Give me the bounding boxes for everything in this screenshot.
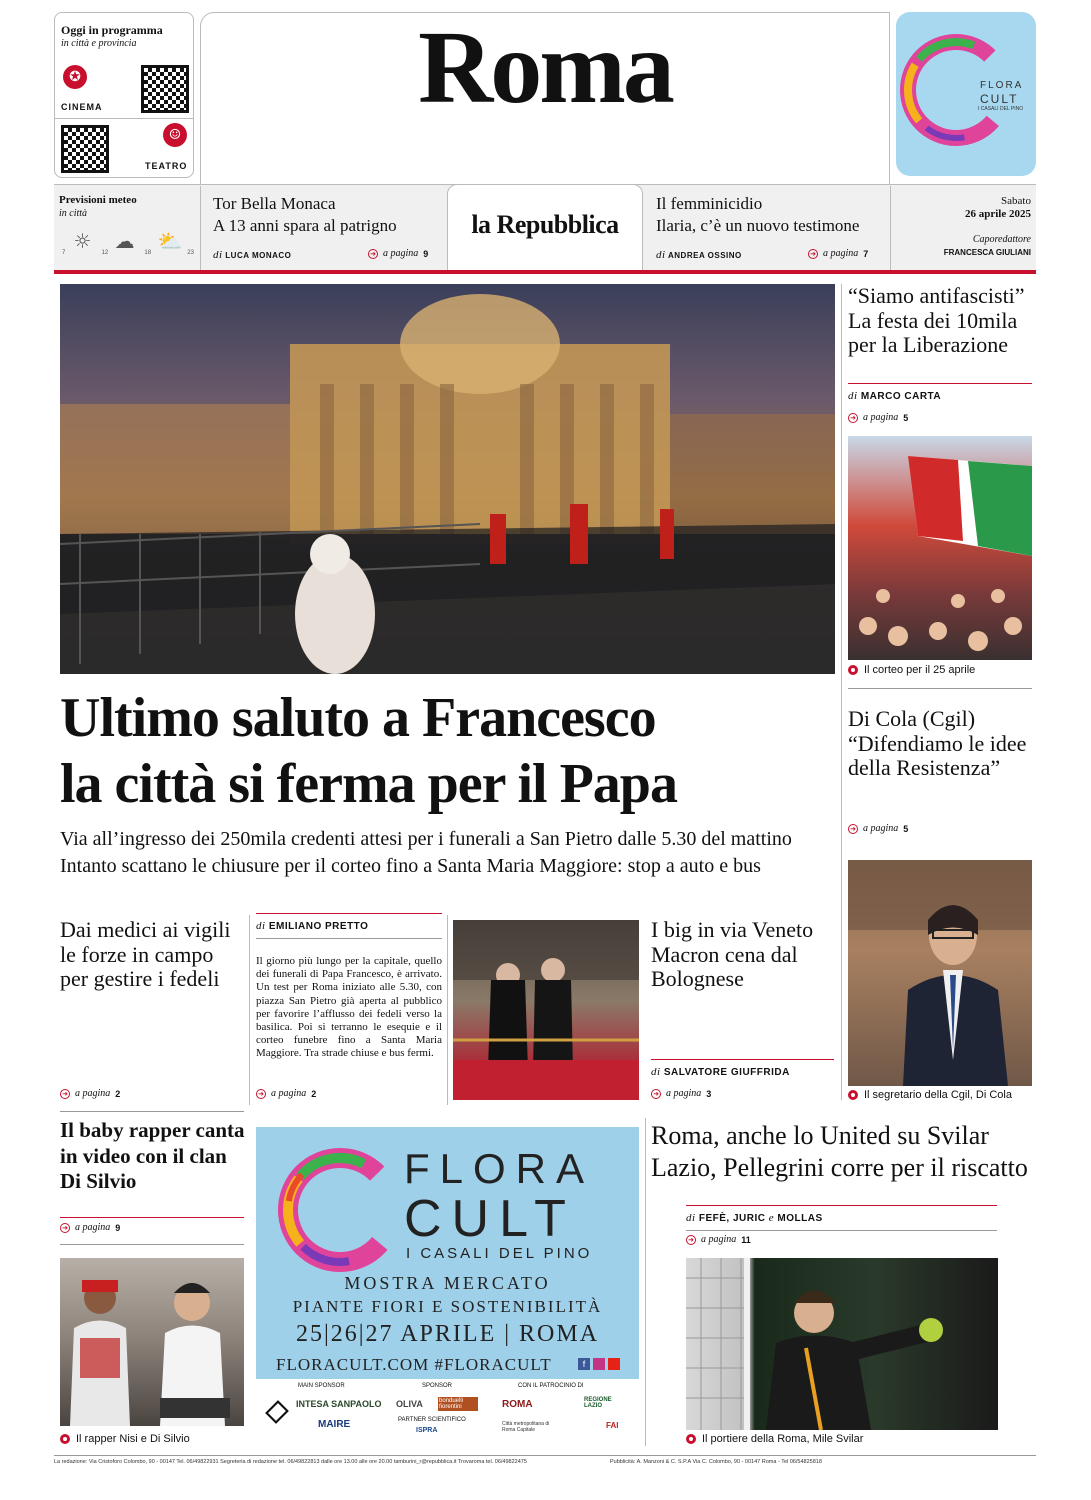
- row2-col3-pageref[interactable]: ➜ a pagina 3: [651, 1088, 711, 1099]
- caption-dot-icon: [60, 1434, 70, 1444]
- teaser2-headline[interactable]: Ilaria, c’è un nuovo testimone: [656, 216, 860, 235]
- portrait-illustration: [848, 860, 1032, 1086]
- ad-mostra: MOSTRA MERCATO: [344, 1273, 551, 1293]
- teaser2-kicker[interactable]: Il femminicidio: [656, 194, 763, 213]
- ad-logo-cittametro: Città metropolitana di Roma Capitale: [502, 1421, 550, 1433]
- divider: [55, 118, 193, 119]
- macron-photo[interactable]: [453, 920, 639, 1100]
- ad-casali: I CASALI DEL PINO: [406, 1245, 593, 1262]
- teatro-label: TEATRO: [145, 161, 188, 171]
- flora-badge-line3: I CASALI DEL PINO: [978, 106, 1024, 112]
- ad-logo-lazio: REGIONE LAZIO: [584, 1397, 612, 1409]
- sidebar-story1-byline: di MARCO CARTA: [848, 390, 942, 402]
- rapper-pageref[interactable]: ➜ a pagina 9: [60, 1222, 120, 1233]
- rapper-photo[interactable]: [60, 1258, 244, 1426]
- floracult-ad[interactable]: [256, 1127, 639, 1444]
- teaser1-headline[interactable]: A 13 anni spara al patrigno: [213, 216, 397, 235]
- today-subtitle: in città e provincia: [61, 38, 137, 49]
- ad-logo-bonduelli: bonduelli fiorentini: [438, 1397, 478, 1411]
- editor-label: Caporedattore: [972, 234, 1031, 245]
- sidebar-story2-headline[interactable]: Di Cola (Cgil) “Difendiamo le idee della Resistenza”: [848, 706, 1027, 781]
- ad-logo-roma: ROMA: [502, 1399, 533, 1410]
- social-icons: [578, 1358, 620, 1370]
- ad-dates: 25|26|27 APRILE | ROMA: [295, 1321, 600, 1347]
- flora-badge-line2: CULT: [980, 92, 1019, 106]
- partly-cloudy-icon: ⛅: [157, 229, 183, 253]
- teatro-icon: ☺: [163, 123, 187, 147]
- row2-col1-pageref[interactable]: ➜ a pagina 2: [60, 1088, 120, 1099]
- cloud-icon: ☁: [114, 229, 135, 253]
- flora-badge-line1: FLORA: [980, 80, 1024, 91]
- teaser1-byline: di LUCA MONACO: [213, 249, 292, 261]
- date-day: Sabato: [1001, 195, 1031, 207]
- svilar-photo[interactable]: [686, 1258, 998, 1430]
- row2-col2-pageref[interactable]: ➜ a pagina 2: [256, 1088, 316, 1099]
- qr-teatro-icon[interactable]: [61, 125, 109, 173]
- basilica-illustration: [60, 284, 835, 674]
- row2-col2-byline: di EMILIANO PRETTO: [256, 920, 369, 932]
- date-date: 26 aprile 2025: [965, 208, 1031, 220]
- ad-web[interactable]: FLORACULT.COM #FLORACULT: [276, 1355, 552, 1374]
- lead-photo[interactable]: [60, 284, 835, 674]
- youtube-icon[interactable]: [608, 1358, 620, 1370]
- cinema-label: CINEMA: [61, 102, 103, 112]
- facebook-icon[interactable]: f: [578, 1358, 590, 1370]
- lead-headline-1[interactable]: Ultimo saluto a Francesco: [60, 687, 656, 749]
- macron-illustration: [453, 920, 639, 1100]
- ad-piante: PIANTE FIORI E SOSTENIBILITÀ: [292, 1297, 603, 1316]
- teaser2-pageref[interactable]: ➜ a pagina 7: [808, 248, 868, 259]
- ad-logo-maire: MAIRE: [318, 1419, 351, 1430]
- ad-main-sponsor-label: MAIN SPONSOR: [298, 1383, 345, 1389]
- meteo-title: Previsioni meteo: [59, 194, 137, 206]
- rapper-illustration: [60, 1258, 244, 1426]
- footer-left: La redazione: Via Cristoforo Colombo, 90 - 00147 Tel. 06/49822931 Segreteria di redazione tel. 06/49822813 dalle ore 13.00 alle ore 20.00 tamburini_r@repubblica.it Trovaroma tel. 06/49822475: [54, 1459, 527, 1465]
- flora-wreath-icon: [270, 1135, 410, 1285]
- dicola-caption: Il segretario della Cgil, Di Cola: [848, 1089, 1012, 1101]
- caption-dot-icon: [686, 1434, 696, 1444]
- sun-icon: ☼: [73, 229, 92, 253]
- lead-deck-1: Via all’ingresso dei 250mila credenti attesi per i funerali a San Pietro dalle 5.30 del mattino: [60, 828, 792, 850]
- footer-rule: [54, 1455, 1036, 1456]
- row2-col2-body: Il giorno più lungo per la capitale, quello dei funerali di Papa Francesco, è arrivato. Un test per Roma iniziato alle 5.30, con piazza San Pietro già aperta al pubblico per favorire l’afflusso dei fedeli verso la basilica. Poi si terranno le esequie e il corteo funebre fino a Santa Maria Maggiore. Tra strade chiuse e bus fermi.: [256, 955, 442, 1060]
- meteo-temps: 7 12 18 23: [62, 250, 194, 256]
- flag-illustration: [848, 436, 1032, 660]
- sidebar-story1-pageref[interactable]: ➜ a pagina 5: [848, 412, 908, 423]
- ad-patrocinio-label: CON IL PATROCINIO DI: [518, 1383, 584, 1389]
- ad-logo-ispra: ISPRA: [416, 1427, 438, 1434]
- ad-sponsor-label: SPONSOR: [422, 1383, 453, 1389]
- row2-col3-headline[interactable]: I big in via Veneto Macron cena dal Bolognese: [651, 917, 814, 992]
- instagram-icon[interactable]: [593, 1358, 605, 1370]
- teaser1-pageref[interactable]: ➜ a pagina 9: [368, 248, 428, 259]
- ad-logo-oliva: OLIVA: [396, 1399, 423, 1409]
- sport-byline: di FEFÈ, JURIC e MOLLAS: [686, 1212, 823, 1224]
- row2-col1-headline[interactable]: Dai medici ai vigili le forze in campo per gestire i fedeli: [60, 917, 231, 992]
- march-photo[interactable]: [848, 436, 1032, 660]
- sport-headline[interactable]: Roma, anche lo United su Svilar Lazio, Pellegrini corre per il riscatto: [651, 1121, 1028, 1182]
- ad-cult: CULT: [404, 1190, 576, 1248]
- paper-logo[interactable]: la Repubblica: [471, 210, 619, 239]
- qr-cinema-icon[interactable]: [141, 65, 189, 113]
- meteo-subtitle: in città: [59, 208, 88, 219]
- ad-sponsor-strip: [256, 1379, 639, 1444]
- sport-pageref[interactable]: ➜ a pagina 11: [686, 1234, 751, 1245]
- lead-deck-2: Intanto scattano le chiusure per il corteo fino a Santa Maria Maggiore: stop a auto e bus: [60, 855, 761, 877]
- rapper-caption: Il rapper Nisi e Di Silvio: [60, 1433, 190, 1445]
- today-box: [54, 12, 194, 178]
- caption-dot-icon: [848, 665, 858, 675]
- svilar-caption: Il portiere della Roma, Mile Svilar: [686, 1433, 863, 1445]
- caption-dot-icon: [848, 1090, 858, 1100]
- today-title: Oggi in programma: [61, 23, 163, 37]
- ad-partner-label: PARTNER SCIENTIFICO: [398, 1417, 466, 1423]
- rapper-headline[interactable]: Il baby rapper canta in video con il clan Di Silvio: [60, 1118, 245, 1194]
- renault-logo-icon: [265, 1400, 289, 1424]
- goalkeeper-illustration: [686, 1258, 998, 1430]
- march-caption: Il corteo per il 25 aprile: [848, 664, 975, 676]
- lead-headline-2[interactable]: la città si ferma per il Papa: [60, 753, 677, 815]
- ad-flora: FLORA: [404, 1145, 595, 1192]
- teaser2-byline: di ANDREA OSSINO: [656, 249, 742, 261]
- ad-logo-intesa: INTESA SANPAOLO: [296, 1399, 382, 1409]
- teaser1-kicker[interactable]: Tor Bella Monaca: [213, 194, 336, 213]
- row2-col3-byline: di SALVATORE GIUFFRIDA: [651, 1066, 790, 1078]
- dicola-photo[interactable]: [848, 860, 1032, 1086]
- footer-right: Pubblicità: A. Manzoni & C. S.P.A Via C. Colombo, 90 - 00147 Roma - Tel 06/54825818: [610, 1459, 822, 1465]
- cinema-icon: ✪: [63, 65, 87, 89]
- ad-logo-fai: FAI: [606, 1421, 619, 1430]
- masthead-title[interactable]: Roma: [418, 10, 672, 125]
- editor-name: FRANCESCA GIULIANI: [943, 248, 1031, 257]
- sidebar-story2-pageref[interactable]: ➜ a pagina 5: [848, 823, 908, 834]
- sidebar-story1-headline[interactable]: “Siamo antifascisti” La festa dei 10mila per la Liberazione: [848, 283, 1025, 358]
- red-rule: [54, 270, 1036, 274]
- flora-badge[interactable]: [896, 12, 1036, 176]
